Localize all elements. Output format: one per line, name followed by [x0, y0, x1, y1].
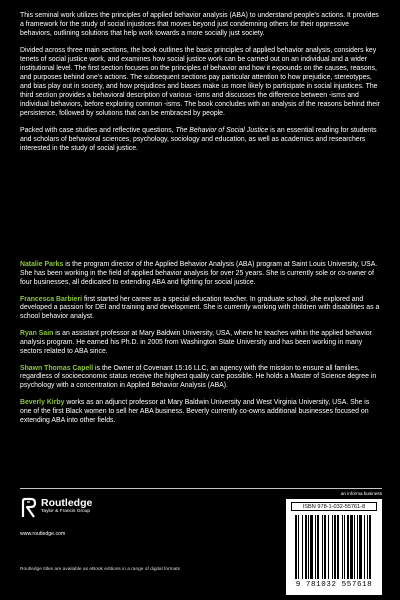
description-paragraph-2: Divided across three main sections, the book outlines the basic principles of applied behavior analysis, considers key tenets of social justice work, and examines how social justice work can be carried out on an individual and a wider institutional level. The first section focuses on the principles of behavior and how it expounds on the causes, reasons, and purposes behind one’s actions. The subsequent sections pay particular attention to how prejudice, stereotypes, and bias play out in society, and how prejudices and biases make us more likely to participate in social injustices. The third section provides a behavioral description of various -isms and discusses the difference between -isms and individual behaviors, before exploring common -isms. The book concludes with an analysis of the reasons behind their persistence, followed by solutions that can be embraced by people.: [20, 47, 380, 117]
author-bio-text: is an assistant professor at Mary Baldwin University, USA, where he teaches within the applied behavior analysis program. He earned his Ph.D. in 2005 from Washington State University and has been working in many sectors related to ABA since.: [20, 330, 372, 355]
barcode-panel: [286, 499, 382, 595]
author-name: Ryan Sain: [20, 330, 54, 338]
publisher-name: Routledge: [41, 497, 93, 509]
barcode-icon: [295, 515, 373, 579]
ebook-note: Routledge titles are available as eBook editions in a range of digital formats: [20, 567, 180, 572]
barcode-digits: 9 781032 557618: [295, 581, 373, 589]
author-bio: [20, 365, 382, 392]
author-bio: [20, 330, 382, 357]
paragraph-text: is an essential reading for students and scholars of behavioral sciences, psychology, sociology and education, as well as academics and researchers interested in the study of social justice.: [20, 126, 377, 152]
paragraph-text: Packed with case studies and reflective questions,: [20, 126, 176, 134]
cover-footer: [0, 488, 400, 600]
publisher-group: Taylor & Francis Group: [41, 509, 91, 514]
routledge-logo-icon: [20, 497, 37, 519]
author-bio: [20, 261, 382, 288]
book-description: [20, 12, 382, 162]
author-bios: [20, 261, 382, 434]
description-paragraph-3: [20, 127, 382, 154]
author-bio: [20, 399, 382, 426]
author-name: Shawn Thomas Capell: [20, 364, 94, 372]
author-bio: [20, 296, 382, 323]
isbn-label: ISBN 978-1-032-55761-8: [291, 502, 377, 511]
informa-tagline: an informa business: [340, 491, 382, 496]
author-name: Beverly Kirby: [20, 399, 65, 407]
description-paragraph-1: This seminal work utilizes the principles of applied behavior analysis (ABA) to understand people’s actions. It provides a framework for the study of social injustices that moves beyond just condemning others for their oppressive behaviors, outlining solutions that help work towards a more socially just society.: [20, 12, 379, 37]
author-bio-text: is the Owner of Covenant 15:16 LLC, an agency with the mission to ensure all families, regardless of socioeconomic status receive the highest quality care possible. He holds a Master of Science degree in psychology with a concentration in Applied Behavior Analysis (ABA).: [20, 364, 377, 390]
author-bio-text: works as an adjunct professor at Mary Baldwin University and West Virginia University, USA. She is one of the first Black women to sell her ABA business. Beverly currently co-owns additional businesses focused on extending ABA into other fields.: [20, 399, 370, 424]
publisher-url[interactable]: www.routledge.com: [20, 531, 66, 537]
author-bio-text: first started her career as a special education teacher. In graduate school, she explored and developed a passion for DEI and training and development. She is currently working with children with disabilities as a school behavior analyst.: [20, 295, 380, 321]
book-title: The Behavior of Social Justice: [175, 126, 269, 134]
divider: [20, 488, 382, 489]
author-bio-text: is the program director of the Applied Behavior Analysis (ABA) program at Saint Louis University, USA. She has been working in the field of applied behavior analysis for over 25 years. She is currently sole or co-owner of four businesses, all dedicated to extending ABA and fighting for social justice.: [20, 261, 378, 286]
author-name: Natalie Parks: [20, 261, 64, 268]
author-name: Francesca Barbieri: [20, 295, 83, 303]
